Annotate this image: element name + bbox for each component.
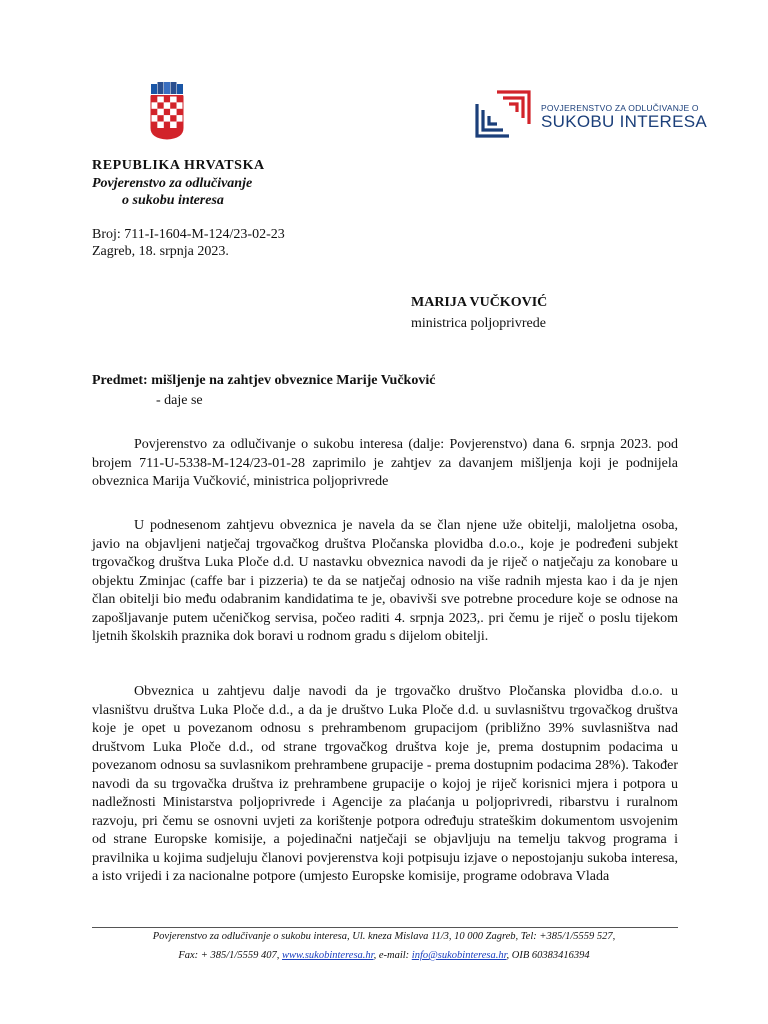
subject-line: Predmet: mišljenje na zahtjev obveznice Marije Vučković	[92, 373, 436, 388]
commission-logo	[475, 90, 708, 138]
logo-mark-icon	[475, 90, 535, 138]
website-link[interactable]: www.sukobinteresa.hr	[281, 950, 374, 961]
footer-address: Povjerenstvo za odlučivanje o sukobu interesa, Ul. kneza Mislava 11/3, 10 000 Zagreb, Tel: +385/1/5559 527,	[152, 931, 616, 942]
footer-fax: Fax: + 385/1/5559 407,	[178, 950, 280, 961]
republic-heading: REPUBLIKA HRVATSKA	[92, 158, 265, 173]
email-link[interactable]: info@sukobinteresa.hr	[411, 950, 507, 961]
body-paragraph-2: U podnesenom zahtjevu obveznica je navela da se član njene uže obitelji, maloljetna osoba, javio na objavljeni natječaj trgovačkog društva Pločanska plovidba d.o.o., koje je podređeni subjekt trgovačkog društva Luka Ploče d.d. U nastavku obveznica navodi da je riječ o natječaju za konobare u objektu Zminjac (caffe bar i pizzeria) te da se natječaj odnosio na više radnih mjesta kao i da je njen član obitelji bio među odabranim kandidatima te je, obavivši sve potrebne procedure koje se odnose na zapošljavanje putem učeničkog servisa, počeo raditi 4. srpnja 2023,. pri čemu je riječ o poslu tijekom ljetnih školskih praznika dok boravi u rodnom gradu s dijelom obitelji.	[92, 518, 678, 644]
recipient-title: ministrica poljoprivrede	[411, 316, 546, 331]
place-date: Zagreb, 18. srpnja 2023.	[92, 244, 229, 259]
subject-sub: - daje se	[156, 393, 203, 408]
document-number: Broj: 711-I-1604-M-124/23-02-23	[92, 227, 285, 242]
logo-small-text: POVJERENSTVO ZA ODLUČIVANJE O	[541, 103, 699, 113]
footer-email-label: , e-mail:	[373, 950, 410, 961]
commission-name-line1: Povjerenstvo za odlučivanje	[92, 176, 253, 191]
logo-big-text: SUKOBU INTERESA	[541, 112, 708, 131]
footer-divider	[92, 927, 678, 928]
footer-contacts	[0, 950, 768, 961]
footer-oib: , OIB 60383416394	[506, 950, 590, 961]
recipient-name: MARIJA VUČKOVIĆ	[411, 295, 548, 310]
coat-of-arms-icon	[150, 82, 184, 140]
commission-name-line2: o sukobu interesa	[122, 193, 224, 208]
body-paragraph-1: Povjerenstvo za odlučivanje o sukobu interesa (dalje: Povjerenstvo) dana 6. srpnja 2023. pod brojem 711-U-5338-M-124/23-01-28 zaprimilo je zahtjev za davanjem mišljenja koji je podnijela obveznica Marija Vučković, ministrica poljoprivrede	[92, 437, 678, 489]
body-paragraph-3: Obveznica u zahtjevu dalje navodi da je trgovačko društvo Pločanska plovidba d.o.o. u vlasništvu društva Luka Ploče d.d., a da je društvo Luka Ploče d.d. u suvlasništvu trgovačkog društva koje je opet u povezanom odnosu s prehrambenom grupacijom (približno 39% suvlasništva nad društvom Luka Ploče d.d., od strane trgovačkog društva koje je, prema dostupnim podacima u povezanom odnosu sa suvlasnikom prehrambene grupacije - prema dostupnim podacima 28%). Također navodi da su trgovačka društva iz prehrambene grupacije o kojoj je riječ korisnici mjera i potpora u nadležnosti Ministarstva poljoprivrede i Agencije za plaćanja u poljoprivredi, ribarstvu i ruralnom razvoju, pri čemu se osnovni uvjeti za korištenje potpora određuju strateškim dokumentom usvojenim od strane Europske komisije, a pojedinačni natječaji se objavljuju na temelju takvog programa i pravilnika u kojima sudjeluju članovi povjerenstva koji potpisuju izjave o nepostojanju sukoba interesa, a isto vrijedi i za nacionalne potpore (umjesto Europske komisije, programe odobrava Vlada	[92, 684, 678, 884]
